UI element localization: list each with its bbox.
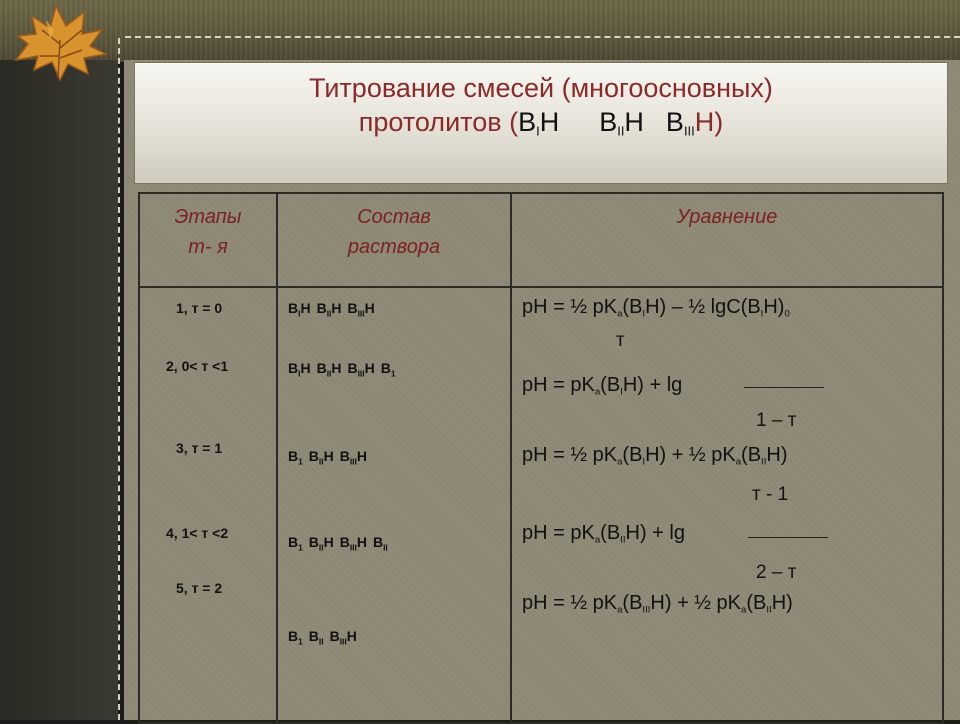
composition-1 bbox=[288, 300, 381, 319]
top-decor-strip bbox=[0, 0, 960, 62]
species-1: $B_{II}H$ bbox=[316, 300, 342, 319]
fraction-4-numerator: т - 1 bbox=[752, 484, 789, 505]
equation-1: pH = ½ $pK_a(B_IH)$ – ½ $\lg C(B_IH)_0$ bbox=[522, 296, 790, 320]
stitch-line-top bbox=[125, 36, 960, 38]
species-2: $B_{III}H$ bbox=[347, 300, 375, 319]
species-3: $B_{II}$ bbox=[372, 534, 388, 553]
species-1: $B_{II}H$ bbox=[308, 448, 334, 467]
species-0: $B_IH$ bbox=[288, 300, 311, 319]
table-body-row bbox=[139, 287, 943, 723]
composition-3 bbox=[288, 448, 373, 467]
species-1: $B_{II}H$ bbox=[308, 534, 334, 553]
stage-5: 5, т = 2 bbox=[176, 580, 223, 596]
equation-5: pH = ½ $pK_a(B_{III}H)$ + ½ $pK_a(B_{II}H)$ bbox=[522, 592, 793, 616]
autumn-leaf-icon bbox=[6, 0, 116, 82]
composition-4 bbox=[288, 534, 394, 553]
fraction-4-bar bbox=[748, 537, 828, 538]
stage-4: 4, 1< т <2 bbox=[166, 525, 229, 541]
species-1: $B_{II}$ bbox=[308, 628, 324, 647]
header-composition: Состав раствора bbox=[277, 193, 511, 287]
species-2: $B_{III}H$ bbox=[347, 360, 375, 379]
composition-5 bbox=[288, 628, 363, 647]
title-line-1: Титрование смесей (многоосновных) bbox=[309, 73, 773, 103]
equation-2: pH = $pK_a(B_IH) + \lg$ bbox=[522, 374, 683, 398]
composition-cell bbox=[277, 287, 511, 723]
titration-table bbox=[138, 192, 944, 724]
left-decor-panel bbox=[0, 60, 118, 720]
title-band bbox=[134, 62, 948, 184]
fraction-2-bar bbox=[744, 387, 824, 388]
header-equation: Уравнение bbox=[511, 193, 943, 287]
equation-cell bbox=[511, 287, 943, 723]
equation-3: pH = ½ $pK_a(B_IH)$ + ½ $pK_a(B_{II}H)$ bbox=[522, 444, 788, 468]
stage-2: 2, 0< т <1 bbox=[166, 358, 229, 374]
species-3: $B_1$ bbox=[380, 360, 396, 379]
species-0: $B_1$ bbox=[288, 448, 303, 467]
species-0: $B_IH$ bbox=[288, 360, 311, 379]
equation-4: pH = $pK_a(B_{II}H) + \lg$ bbox=[522, 522, 685, 546]
stage-3: 3, т = 1 bbox=[176, 440, 223, 456]
species-0: $B_1$ bbox=[288, 628, 303, 647]
fraction-2-denominator: 1 – т bbox=[756, 410, 797, 431]
species-2: $B_{III}H$ bbox=[339, 534, 367, 553]
header-stages: Этапы т- я bbox=[139, 193, 277, 287]
stitch-line-left bbox=[118, 38, 120, 720]
slide-title bbox=[135, 71, 947, 139]
species-1: $B_{II}H$ bbox=[316, 360, 342, 379]
species-2: $B_{III}H$ bbox=[329, 628, 357, 647]
composition-2 bbox=[288, 360, 402, 379]
stage-1: 1, т = 0 bbox=[176, 300, 223, 316]
table-header-row bbox=[139, 193, 943, 287]
fraction-2-numerator: т bbox=[616, 330, 625, 351]
title-line-2: протолитов ($B_IH$ $B_{II}H$ $B_{III}H$) bbox=[358, 107, 724, 139]
species-2: $B_{III}H$ bbox=[339, 448, 367, 467]
species-0: $B_1$ bbox=[288, 534, 303, 553]
stages-cell bbox=[139, 287, 277, 723]
fraction-4-denominator: 2 – т bbox=[756, 562, 797, 583]
